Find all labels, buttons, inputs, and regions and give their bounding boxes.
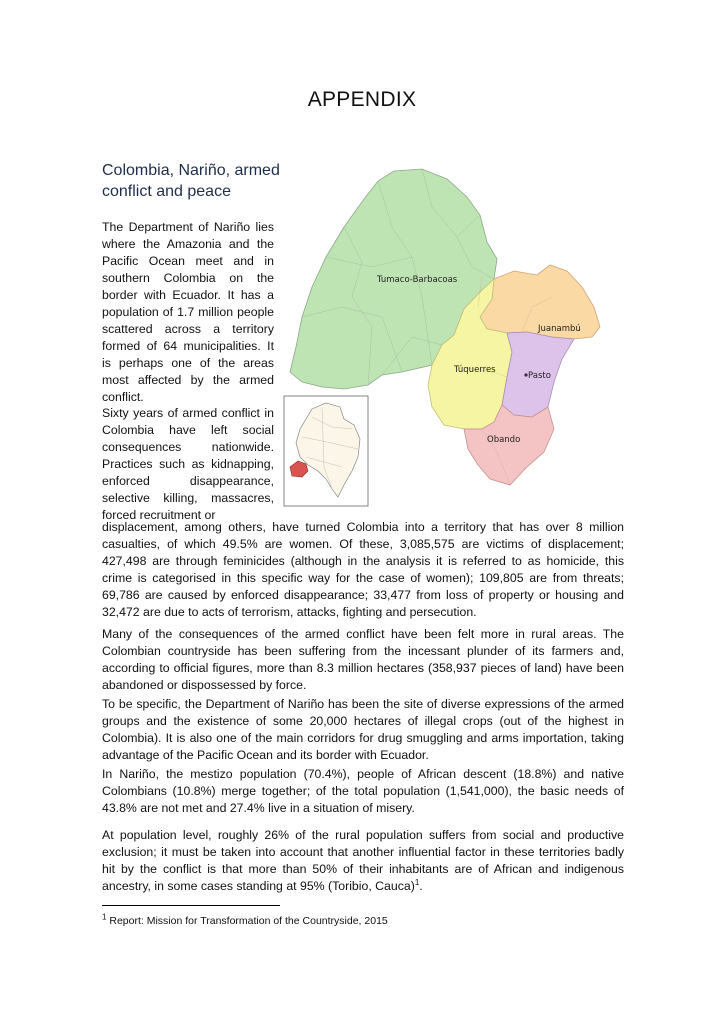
region-label-pasto: Pasto <box>528 371 551 381</box>
colombia-inset-map <box>284 396 368 506</box>
paragraph-conflict-continued: displacement, among others, have turned Colombia into a territory that has over 8 million casualties, of which 49.5% are women. Of these, 3,085,575 are victims of displacement; 427,498 are through feminicides (although in the analysis it is referred to as homicide, this crime is categorised in this specific way for the case of women); 109,805 are from threats; 69,786 are caused by enforced disappearance; 33,477 from loss of property or housing and 32,472 are due to acts of terrorism, attacks, fighting and persecution. <box>102 520 624 619</box>
paragraph-population: In Nariño, the mestizo population (70.4%), people of African descent (18.8%) and native Colombians (10.8%) merge together; of the total population (1,541,000), the basic needs of 43.8% are not met and 27.4% live in a situation of misery. <box>102 767 624 815</box>
page-title: APPENDIX <box>307 88 417 111</box>
paragraph-rural-exclusion-text: At population level, roughly 26% of the rural population suffers from social and productive exclusion; it must be taken into account that another influential factor in these territories badly hit by the conflict is that more than 50% of their inhabitants are of African and indigenous ancestry, in some cases standing at 95% (Toribio, Cauca) <box>102 828 624 893</box>
paragraph-conflict-start: Sixty years of armed conflict in Colombia have left social consequences nationwide. Practices such as kidnapping, enforced disappearance, selective killing, massacres, forced recruitment or <box>102 406 274 522</box>
paragraph-rural-areas: Many of the consequences of the armed conflict have been felt more in rural areas. The Colombian countryside has been suffering from the incessant plunder of its farmers and, according to official figures, more than 8.3 million hectares (358,937 pieces of land) have been abandoned or dispossessed by force. <box>102 627 624 692</box>
footnote-text: Report: Mission for Transformation of the Countryside, 2015 <box>106 915 388 927</box>
footnote <box>102 914 602 928</box>
paragraph-narino-specifics: To be specific, the Department of Nariño has been the site of diverse expressions of the armed groups and the existence of some 20,000 hectares of illegal crops (out of the highest in Colombia). It is also one of the main corridors for drug smuggling and arms importation, taking advantage of the Pacific Ocean and its border with Ecuador. <box>102 697 624 762</box>
paragraph-rural-exclusion <box>102 827 624 895</box>
footnote-divider <box>102 905 280 906</box>
pasto-city-marker <box>524 373 527 376</box>
region-label-tumaco-barbacoas: Tumaco-Barbacoas <box>377 275 458 285</box>
paragraph-rural-exclusion-end: . <box>419 879 423 893</box>
footnote-marker: 1 <box>102 912 107 922</box>
footnote-reference: 1 <box>414 877 420 887</box>
narino-map <box>282 167 626 510</box>
region-label-tuquerres: Túquerres <box>454 365 496 375</box>
section-heading: Colombia, Nariño, armed conflict and peace <box>102 162 280 200</box>
region-label-juanambu: Juanambú <box>538 324 581 334</box>
region-label-obando: Obando <box>487 435 521 445</box>
paragraph-intro: The Department of Nariño lies where the Amazonia and the Pacific Ocean meet and in southern Colombia on the border with Ecuador. It has a population of 1.7 million people scattered across a territory formed of 64 municipalities. It is perhaps one of the areas most affected by the armed conflict. <box>102 220 274 404</box>
